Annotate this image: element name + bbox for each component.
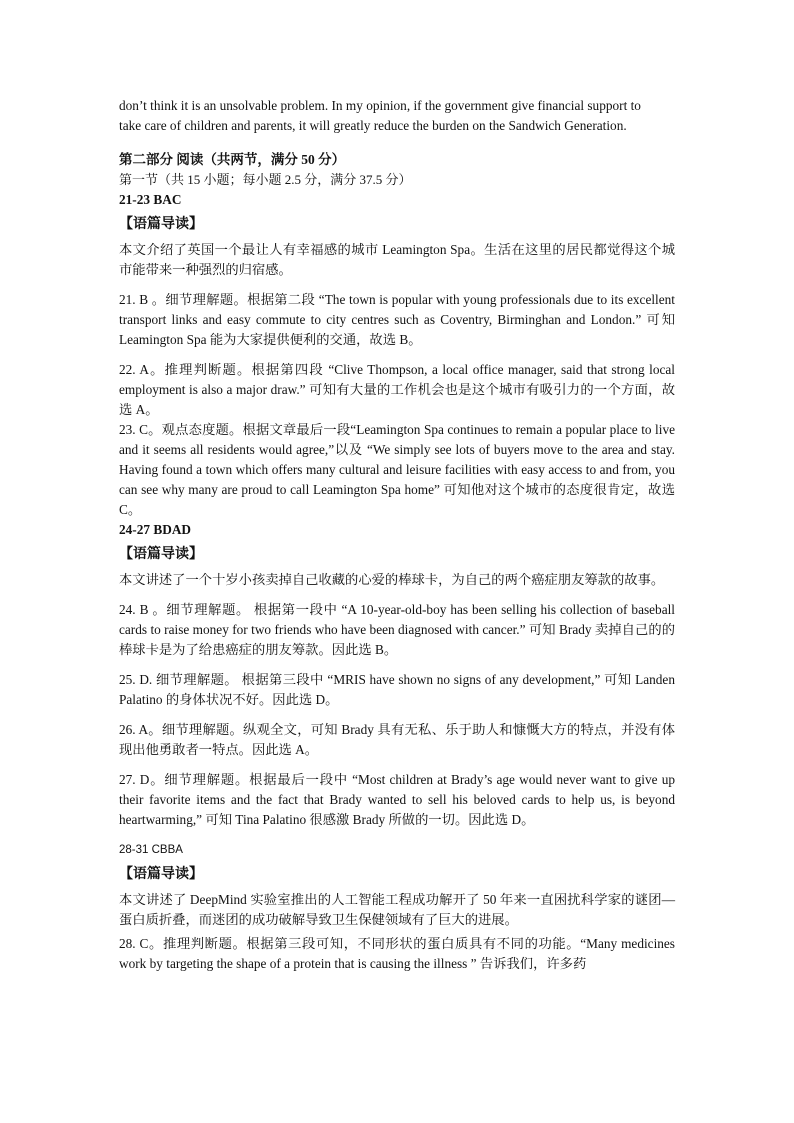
- answers-28-31: 28-31 CBBA: [119, 844, 183, 856]
- question-25: 25. D. 细节理解题。 根据第三段中 “MRIS have shown no signs of any development,” 可知 Landen Palatino 的身体状况不好。因此选 D。: [119, 672, 675, 707]
- document-page: [119, 96, 675, 974]
- question-28: 28. C。推理判断题。根据第三段可知，不同形状的蛋白质具有不同的功能。“Many medicines work by targeting the shape of a protein that is causing the illness ” 告诉我们，许多药: [119, 936, 675, 971]
- part2-title: 第二部分 阅读（共两节，满分 50 分）: [119, 152, 346, 167]
- guide-heading-1: 【语篇导读】: [119, 217, 203, 232]
- guide-heading-2: 【语篇导读】: [119, 547, 203, 562]
- question-21: 21. B 。细节理解题。根据第二段 “The town is popular with young professionals due to its excellent transport links and easy commute to city centres such as Coventry, Birminghan and London.” 可知 Leamington Spa 能为大家提供便利的交通，故选 B。: [119, 292, 675, 347]
- summary-1: 本文介绍了英国一个最让人有幸福感的城市 Leamington Spa。生活在这里的居民都觉得这个城市能带来一种强烈的归宿感。: [119, 242, 675, 277]
- summary-3: 本文讲述了 DeepMind 实验室推出的人工智能工程成功解开了 50 年来一直困扰科学家的谜团—蛋白质折叠，而迷团的成功破解导致卫生保健领域有了巨大的进展。: [119, 892, 675, 927]
- summary-2: 本文讲述了一个十岁小孩卖掉自己收藏的心爱的棒球卡，为自己的两个癌症朋友筹款的故事。: [119, 572, 665, 587]
- question-22: 22. A。推理判断题。根据第四段 “Clive Thompson, a local office manager, said that strong local employment is also a major draw.” 可知有大量的工作机会也是这个城市有吸引力的一个方面，故选 A。: [119, 362, 675, 417]
- question-23: 23. C。观点态度题。根据文章最后一段“Leamington Spa continues to remain a popular place to live and it seems all residents would agree,”以及 “We simply see lots of buyers move to the area and stay. Having found a town which offers many cultural and leisure facilities with easy access to and from, you can see why many are proud to call Leamington Spa home” 可知他对这个城市的态度很肯定，故选 C。: [119, 422, 675, 517]
- question-26: 26. A。细节理解题。纵观全文，可知 Brady 具有无私、乐于助人和慷慨大方的特点，并没有体现出他勇敢者一特点。因此选 A。: [119, 722, 675, 757]
- answers-24-27: 24-27 BDAD: [119, 522, 192, 537]
- section1-title: 第一节（共 15 小题；每小题 2.5 分，满分 37.5 分）: [119, 172, 412, 187]
- intro-line-1: don’t think it is an unsolvable problem. In my opinion, if the government give financial support to: [119, 98, 641, 113]
- answers-21-23: 21-23 BAC: [119, 192, 182, 207]
- intro-line-2: take care of children and parents, it will greatly reduce the burden on the Sandwich Generation.: [119, 118, 627, 133]
- guide-heading-3: 【语篇导读】: [119, 867, 203, 882]
- question-27: 27. D。细节理解题。根据最后一段中 “Most children at Brady’s age would never want to give up their favorite items and the fact that Brady wanted to sell his beloved cards to help us, is beyond heartwarming,” 可知 Tina Palatino 很感激 Brady 所做的一切。因此选 D。: [119, 772, 675, 827]
- question-24: 24. B 。细节理解题。 根据第一段中 “A 10-year-old-boy has been selling his collection of baseball cards to raise money for two friends who have been diagnosed with cancer.” 可知 Brady 卖掉自己的的棒球卡是为了给患癌症的朋友筹款。因此选 B。: [119, 602, 675, 657]
